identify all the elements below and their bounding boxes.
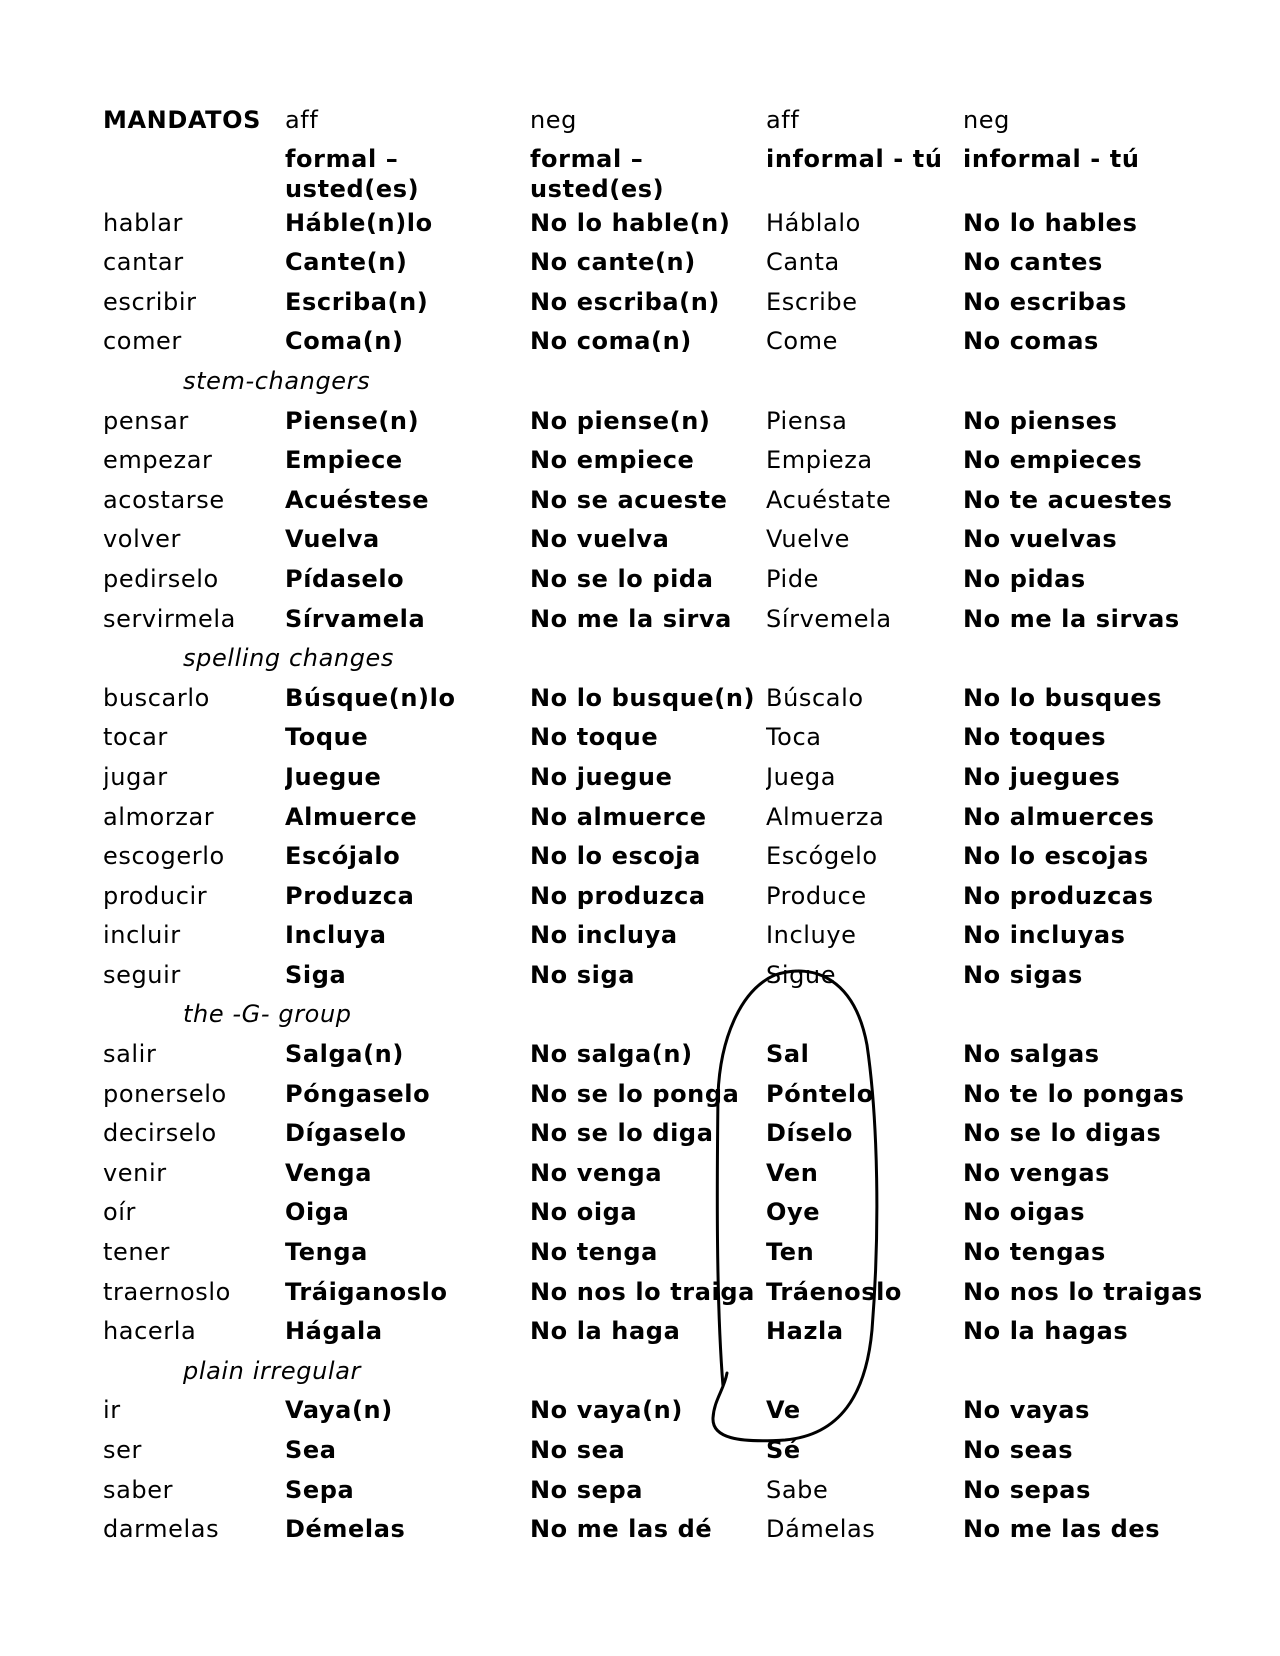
cell-formal-neg: No sepa xyxy=(530,1475,644,1504)
cell-formal-neg: No se lo diga xyxy=(530,1119,714,1148)
cell-verb: escogerlo xyxy=(103,842,225,871)
cell-verb: producir xyxy=(103,881,208,910)
cell-formal-neg: No vuelva xyxy=(530,525,670,554)
cell-formal-aff: Salga(n) xyxy=(285,1040,404,1069)
cell-informal-aff: Ten xyxy=(766,1238,815,1267)
cell-formal-neg: No lo escoja xyxy=(530,842,701,871)
cell-informal-aff: Juega xyxy=(766,762,836,791)
cell-formal-aff: Incluya xyxy=(285,921,387,950)
table-row xyxy=(103,1312,1203,1352)
cell-formal-neg: No oiga xyxy=(530,1198,638,1227)
cell-formal-aff: Juegue xyxy=(285,762,382,791)
cell-informal-neg: No la hagas xyxy=(963,1317,1129,1346)
cell-verb: ponerselo xyxy=(103,1079,227,1108)
cell-verb: pensar xyxy=(103,406,189,435)
table-row xyxy=(103,916,1203,956)
cell-verb: tener xyxy=(103,1238,171,1267)
cell-informal-neg: No te acuestes xyxy=(963,485,1173,514)
cell-informal-aff: Produce xyxy=(766,881,867,910)
table-title: MANDATOS xyxy=(103,106,262,134)
cell-informal-neg: No nos lo traigas xyxy=(963,1277,1203,1306)
header-type-informal-aff: aff xyxy=(766,106,800,134)
cell-informal-neg: No vayas xyxy=(963,1396,1090,1425)
table-row xyxy=(103,1114,1203,1154)
cell-informal-neg: No te lo pongas xyxy=(963,1079,1185,1108)
cell-informal-neg: No seas xyxy=(963,1436,1074,1464)
header-type-formal-neg: neg xyxy=(530,106,578,134)
cell-formal-aff: Sírvamela xyxy=(285,604,426,633)
cell-verb: hacerla xyxy=(103,1317,197,1346)
table-row xyxy=(103,402,1203,442)
cell-verb: decirselo xyxy=(103,1119,217,1148)
table-row xyxy=(103,1233,1203,1273)
table-row xyxy=(103,1075,1203,1115)
cell-formal-neg: No empiece xyxy=(530,446,695,475)
cell-informal-aff: Ve xyxy=(766,1396,801,1425)
cell-informal-aff: Toca xyxy=(766,723,822,752)
cell-verb: acostarse xyxy=(103,485,225,514)
cell-verb: ir xyxy=(103,1396,121,1425)
cell-formal-aff: Escójalo xyxy=(285,842,401,871)
mandatos-table xyxy=(103,101,1203,1550)
table-row xyxy=(103,1273,1203,1313)
cell-informal-aff: Vuelve xyxy=(766,525,851,554)
cell-informal-aff: Empieza xyxy=(766,446,873,475)
cell-formal-aff: Vuelva xyxy=(285,525,380,554)
cell-formal-neg: No siga xyxy=(530,960,636,989)
section-label: stem-changers xyxy=(183,366,371,395)
cell-informal-neg: No tengas xyxy=(963,1238,1106,1267)
table-row xyxy=(103,837,1203,877)
header-spacer xyxy=(103,141,285,204)
table-row xyxy=(103,481,1203,521)
cell-verb: venir xyxy=(103,1158,167,1187)
table-row xyxy=(103,1431,1203,1471)
cell-informal-neg: No salgas xyxy=(963,1040,1100,1069)
cell-verb: comer xyxy=(103,327,182,356)
cell-formal-neg: No salga(n) xyxy=(530,1040,693,1069)
cell-formal-aff: Empiece xyxy=(285,446,403,475)
cell-formal-aff: Siga xyxy=(285,960,347,989)
cell-formal-neg: No lo hable(n) xyxy=(530,208,731,237)
cell-verb: ser xyxy=(103,1436,142,1464)
cell-formal-aff: Oiga xyxy=(285,1198,350,1227)
cell-formal-aff: Póngaselo xyxy=(285,1079,431,1108)
section-header-row xyxy=(103,1352,1203,1392)
cell-informal-neg: No sigas xyxy=(963,960,1083,989)
cell-verb: almorzar xyxy=(103,802,215,831)
cell-formal-aff: Toque xyxy=(285,723,369,752)
cell-informal-neg: No me la sirvas xyxy=(963,604,1180,633)
cell-informal-aff: Dámelas xyxy=(766,1515,876,1544)
cell-formal-aff: Vaya(n) xyxy=(285,1396,393,1425)
cell-informal-aff: Tráenoslo xyxy=(766,1277,903,1306)
cell-informal-aff: Sé xyxy=(766,1436,801,1464)
cell-formal-aff: Sea xyxy=(285,1436,337,1464)
cell-formal-neg: No nos lo traiga xyxy=(530,1277,755,1306)
cell-formal-aff: Háble(n)lo xyxy=(285,208,433,237)
cell-informal-aff: Hazla xyxy=(766,1317,844,1346)
table-row xyxy=(103,520,1203,560)
cell-formal-neg: No me las dé xyxy=(530,1515,713,1544)
cell-verb: darmelas xyxy=(103,1515,220,1544)
cell-formal-neg: No se lo pida xyxy=(530,564,714,593)
section-header-row xyxy=(103,362,1203,402)
cell-verb: cantar xyxy=(103,248,184,277)
cell-formal-aff: Tenga xyxy=(285,1238,368,1267)
table-row xyxy=(103,204,1203,244)
cell-formal-neg: No piense(n) xyxy=(530,406,711,435)
cell-formal-aff: Produzca xyxy=(285,881,415,910)
cell-formal-aff: Sepa xyxy=(285,1475,355,1504)
header-label-formal-neg: formal – usted(es) xyxy=(530,144,665,203)
table-row xyxy=(103,718,1203,758)
cell-verb: tocar xyxy=(103,723,168,752)
cell-informal-aff: Almuerza xyxy=(766,802,885,831)
cell-formal-aff: Cante(n) xyxy=(285,248,408,277)
cell-informal-aff: Acuéstate xyxy=(766,485,892,514)
cell-formal-neg: No se lo ponga xyxy=(530,1079,740,1108)
cell-formal-neg: No lo busque(n) xyxy=(530,683,756,712)
cell-formal-neg: No sea xyxy=(530,1436,626,1464)
cell-verb: buscarlo xyxy=(103,683,210,712)
cell-verb: oír xyxy=(103,1198,137,1227)
table-row xyxy=(103,441,1203,481)
section-label: spelling changes xyxy=(183,644,395,673)
cell-informal-neg: No lo hables xyxy=(963,208,1138,237)
cell-formal-neg: No cante(n) xyxy=(530,248,696,277)
table-row xyxy=(103,1035,1203,1075)
cell-formal-neg: No almuerce xyxy=(530,802,707,831)
cell-informal-neg: No escribas xyxy=(963,287,1128,316)
cell-informal-aff: Piensa xyxy=(766,406,848,435)
cell-informal-neg: No incluyas xyxy=(963,921,1126,950)
cell-formal-aff: Venga xyxy=(285,1158,372,1187)
cell-informal-aff: Háblalo xyxy=(766,208,861,237)
cell-formal-neg: No incluya xyxy=(530,921,678,950)
cell-informal-aff: Póntelo xyxy=(766,1079,874,1108)
cell-formal-aff: Dígaselo xyxy=(285,1119,407,1148)
table-row xyxy=(103,1391,1203,1431)
table-row xyxy=(103,798,1203,838)
cell-formal-neg: No venga xyxy=(530,1158,663,1187)
table-row xyxy=(103,1154,1203,1194)
cell-verb: pedirselo xyxy=(103,564,219,593)
cell-formal-neg: No la haga xyxy=(530,1317,681,1346)
table-row xyxy=(103,1471,1203,1511)
table-row xyxy=(103,1510,1203,1550)
header-row-register xyxy=(103,141,1203,204)
cell-verb: traernoslo xyxy=(103,1277,231,1306)
cell-informal-aff: Escribe xyxy=(766,287,858,316)
cell-informal-neg: No vengas xyxy=(963,1158,1110,1187)
header-label-informal-aff: informal - tú xyxy=(766,144,943,173)
cell-verb: hablar xyxy=(103,208,183,237)
cell-informal-aff: Oye xyxy=(766,1198,821,1227)
cell-verb: salir xyxy=(103,1040,157,1069)
cell-verb: jugar xyxy=(103,762,168,791)
cell-formal-neg: No produzca xyxy=(530,881,706,910)
cell-informal-neg: No produzcas xyxy=(963,881,1154,910)
cell-informal-neg: No comas xyxy=(963,327,1099,356)
table-row xyxy=(103,243,1203,283)
cell-verb: volver xyxy=(103,525,181,554)
table-row xyxy=(103,600,1203,640)
cell-informal-aff: Sal xyxy=(766,1040,810,1069)
header-label-informal-neg: informal - tú xyxy=(963,144,1140,173)
cell-informal-neg: No me las des xyxy=(963,1515,1161,1544)
cell-formal-aff: Hágala xyxy=(285,1317,383,1346)
cell-verb: incluir xyxy=(103,921,181,950)
table-row xyxy=(103,956,1203,996)
cell-informal-aff: Come xyxy=(766,327,838,356)
table-body xyxy=(103,204,1203,1550)
table-row xyxy=(103,560,1203,600)
cell-verb: servirmela xyxy=(103,604,236,633)
table-row xyxy=(103,322,1203,362)
cell-formal-neg: No vaya(n) xyxy=(530,1396,683,1425)
cell-informal-neg: No se lo digas xyxy=(963,1119,1162,1148)
cell-informal-aff: Incluye xyxy=(766,921,857,950)
section-label: plain irregular xyxy=(183,1356,361,1385)
cell-informal-aff: Sabe xyxy=(766,1475,829,1504)
cell-informal-neg: No vuelvas xyxy=(963,525,1118,554)
cell-informal-aff: Escógelo xyxy=(766,842,878,871)
cell-informal-neg: No almuerces xyxy=(963,802,1155,831)
cell-formal-neg: No tenga xyxy=(530,1238,658,1267)
cell-formal-aff: Acuéstese xyxy=(285,485,430,514)
cell-informal-aff: Canta xyxy=(766,248,840,277)
section-header-row xyxy=(103,639,1203,679)
cell-formal-aff: Tráiganoslo xyxy=(285,1277,448,1306)
table-row xyxy=(103,758,1203,798)
cell-informal-aff: Ven xyxy=(766,1158,819,1187)
cell-informal-neg: No toques xyxy=(963,723,1107,752)
cell-informal-aff: Sírvemela xyxy=(766,604,892,633)
cell-informal-neg: No lo busques xyxy=(963,683,1163,712)
cell-formal-aff: Pídaselo xyxy=(285,564,405,593)
cell-informal-aff: Búscalo xyxy=(766,683,864,712)
cell-informal-neg: No sepas xyxy=(963,1475,1091,1504)
section-label: the -G- group xyxy=(183,1000,352,1029)
cell-informal-neg: No pienses xyxy=(963,406,1118,435)
cell-verb: seguir xyxy=(103,960,181,989)
cell-formal-neg: No toque xyxy=(530,723,659,752)
cell-formal-neg: No escriba(n) xyxy=(530,287,720,316)
cell-informal-aff: Díselo xyxy=(766,1119,854,1148)
section-header-row xyxy=(103,995,1203,1035)
table-row xyxy=(103,877,1203,917)
table-row xyxy=(103,679,1203,719)
cell-formal-neg: No juegue xyxy=(530,762,673,791)
cell-verb: saber xyxy=(103,1475,174,1504)
cell-informal-neg: No lo escojas xyxy=(963,842,1149,871)
header-type-formal-aff: aff xyxy=(285,106,319,134)
table-row xyxy=(103,1193,1203,1233)
cell-formal-neg: No se acueste xyxy=(530,485,728,514)
cell-informal-aff: Pide xyxy=(766,564,820,593)
cell-formal-aff: Almuerce xyxy=(285,802,418,831)
cell-informal-neg: No cantes xyxy=(963,248,1103,277)
table-row xyxy=(103,283,1203,323)
cell-informal-neg: No oigas xyxy=(963,1198,1086,1227)
cell-formal-neg: No me la sirva xyxy=(530,604,732,633)
cell-formal-aff: Piense(n) xyxy=(285,406,420,435)
header-type-informal-neg: neg xyxy=(963,106,1011,134)
cell-formal-aff: Démelas xyxy=(285,1515,406,1544)
cell-informal-neg: No empieces xyxy=(963,446,1143,475)
header-label-formal-aff: formal – usted(es) xyxy=(285,144,420,203)
cell-verb: escribir xyxy=(103,287,197,316)
cell-verb: empezar xyxy=(103,446,213,475)
cell-formal-aff: Escriba(n) xyxy=(285,287,429,316)
cell-formal-aff: Búsque(n)lo xyxy=(285,683,456,712)
cell-formal-neg: No coma(n) xyxy=(530,327,692,356)
cell-informal-neg: No juegues xyxy=(963,762,1121,791)
header-row-type xyxy=(103,101,1203,141)
cell-formal-aff: Coma(n) xyxy=(285,327,404,356)
cell-informal-aff: Sigue xyxy=(766,960,837,989)
cell-informal-neg: No pidas xyxy=(963,564,1086,593)
